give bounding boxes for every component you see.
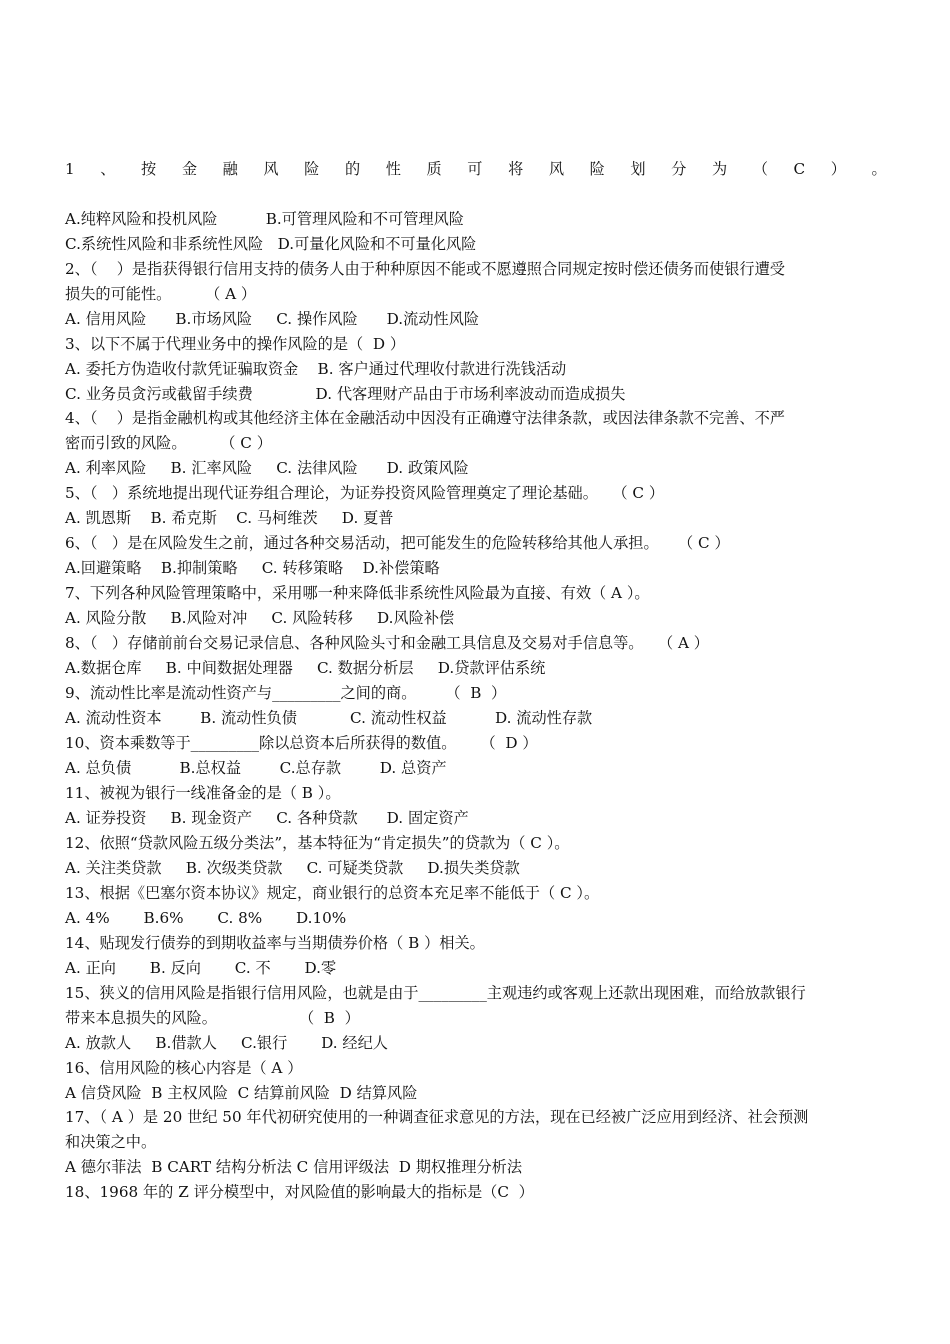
text-line: 5、（ ）系统地提出现代证券组合理论，为证券投资风险管理奠定了理论基础。 （ C ） <box>65 484 665 502</box>
question-1-char: 划 <box>630 160 646 179</box>
text-line: A.数据仓库 B. 中间数据处理器 C. 数据分析层 D.贷款评估系统 <box>65 659 546 677</box>
question-1-char: 融 <box>222 160 238 179</box>
question-1-char: （ <box>752 160 768 179</box>
text-line: 7、下列各种风险管理策略中，采用哪一种来降低非系统性风险最为直接、有效（ A ）。 <box>65 584 650 602</box>
text-line: 9、流动性比率是流动性资产与_________之间的商。 （ B ） <box>65 684 507 702</box>
question-1-char: 可 <box>467 160 483 179</box>
text-line: A. 总负债 B.总权益 C.总存款 D. 总资产 <box>65 759 447 777</box>
question-1-char: ） <box>830 160 846 179</box>
question-1-char: 分 <box>671 160 687 179</box>
question-1-char: 质 <box>426 160 442 179</box>
text-line: A 德尔菲法 B CART 结构分析法 C 信用评级法 D 期权推理分析法 <box>65 1158 523 1176</box>
text-line: 带来本息损失的风险。 （ B ） <box>65 1009 360 1027</box>
question-1-char: 为 <box>711 160 728 179</box>
question-1-char: C <box>793 160 806 179</box>
text-line: 10、资本乘数等于_________除以总资本后所获得的数值。 （ D ） <box>65 734 538 752</box>
text-line: A. 委托方伪造收付款凭证骗取资金 B. 客户通过代理收付款进行洗钱活动 <box>65 360 567 378</box>
question-1-char: 风 <box>548 160 565 179</box>
text-line: A. 流动性资本 B. 流动性负债 C. 流动性权益 D. 流动性存款 <box>65 709 593 727</box>
text-line: 18、1968 年的 Z 评分模型中，对风险值的影响最大的指标是（C ） <box>65 1183 534 1201</box>
text-line: A 信贷风险 B 主权风险 C 结算前风险 D 结算风险 <box>65 1084 418 1102</box>
question-1-line <box>65 160 887 180</box>
text-line: 14、贴现发行债券的到期收益率与当期债券价格（ B ）相关。 <box>65 934 485 952</box>
text-line: 13、根据《巴塞尔资本协议》规定，商业银行的总资本充足率不能低于（ C ）。 <box>65 884 600 902</box>
text-line: A. 证券投资 B. 现金资产 C. 各种贷款 D. 固定资产 <box>65 809 469 827</box>
question-1-char: 性 <box>385 160 401 179</box>
text-line: 15、狭义的信用风险是指银行信用风险，也就是由于_________主观违约或客观上还款出现困难，而给放款银行 <box>65 984 806 1002</box>
text-line: 和决策之中。 <box>65 1133 157 1151</box>
question-1-char: 、 <box>100 160 116 179</box>
question-1-char: 险 <box>589 160 605 179</box>
text-line: A. 关注类贷款 B. 次级类贷款 C. 可疑类贷款 D.损失类贷款 <box>65 859 520 877</box>
text-line: 11、被视为银行一线准备金的是（ B ）。 <box>65 784 341 802</box>
text-line: 2、（ ）是指获得银行信用支持的债务人由于种种原因不能或不愿遵照合同规定按时偿还债务而使银行遭受 <box>65 260 785 278</box>
text-line: A. 凯恩斯 B. 希克斯 C. 马柯维茨 D. 夏普 <box>65 509 394 527</box>
text-line: C.系统性风险和非系统性风险 D.可量化风险和不可量化风险 <box>65 235 477 253</box>
question-1-char: 风 <box>263 160 279 179</box>
text-line: A. 利率风险 B. 汇率风险 C. 法律风险 D. 政策风险 <box>65 459 469 477</box>
text-line: A. 4% B.6% C. 8% D.10% <box>65 909 347 927</box>
text-line: 3、以下不属于代理业务中的操作风险的是（ D ） <box>65 335 406 353</box>
question-1-char: 金 <box>181 160 198 179</box>
question-1-char: 将 <box>508 160 524 179</box>
text-line: A. 正向 B. 反向 C. 不 D.零 <box>65 959 337 977</box>
text-line: A.纯粹风险和投机风险 B.可管理风险和不可管理风险 <box>65 210 464 228</box>
question-1-char: 按 <box>141 160 157 179</box>
text-line: 12、依照“贷款风险五级分类法”，基本特征为“肯定损失”的贷款为（ C ）。 <box>65 834 570 852</box>
question-1-char: 。 <box>871 160 887 179</box>
text-line: A. 风险分散 B.风险对冲 C. 风险转移 D.风险补偿 <box>65 609 455 627</box>
text-line: A.回避策略 B.抑制策略 C. 转移策略 D.补偿策略 <box>65 559 440 577</box>
text-line: A. 信用风险 B.市场风险 C. 操作风险 D.流动性风险 <box>65 310 480 328</box>
text-line: 8、（ ）存储前前台交易记录信息、各种风险头寸和金融工具信息及交易对手信息等。 （ A ） <box>65 634 709 652</box>
text-line: A. 放款人 B.借款人 C.银行 D. 经纪人 <box>65 1034 388 1052</box>
text-line: 17、（ A ）是 20 世纪 50 年代初研究使用的一种调查征求意见的方法，现在已经被广泛应用到经济、社会预测 <box>65 1108 809 1126</box>
text-line: 4、（ ）是指金融机构或其他经济主体在金融活动中因没有正确遵守法律条款，或因法律条款不完善、不严 <box>65 409 785 427</box>
question-1-char: 的 <box>344 160 361 179</box>
text-line: 6、（ ）是在风险发生之前，通过各种交易活动，把可能发生的危险转移给其他人承担。 （ C ） <box>65 534 730 552</box>
text-line: 损失的可能性。 （ A ） <box>65 285 257 303</box>
text-line: 密而引致的风险。 （ C ） <box>65 434 272 452</box>
text-line: C. 业务员贪污或截留手续费 D. 代客理财产品由于市场利率波动而造成损失 <box>65 385 626 403</box>
question-1-char: 险 <box>304 160 320 179</box>
text-line: 16、信用风险的核心内容是（ A ） <box>65 1059 303 1077</box>
question-1-char: 1 <box>65 160 75 179</box>
